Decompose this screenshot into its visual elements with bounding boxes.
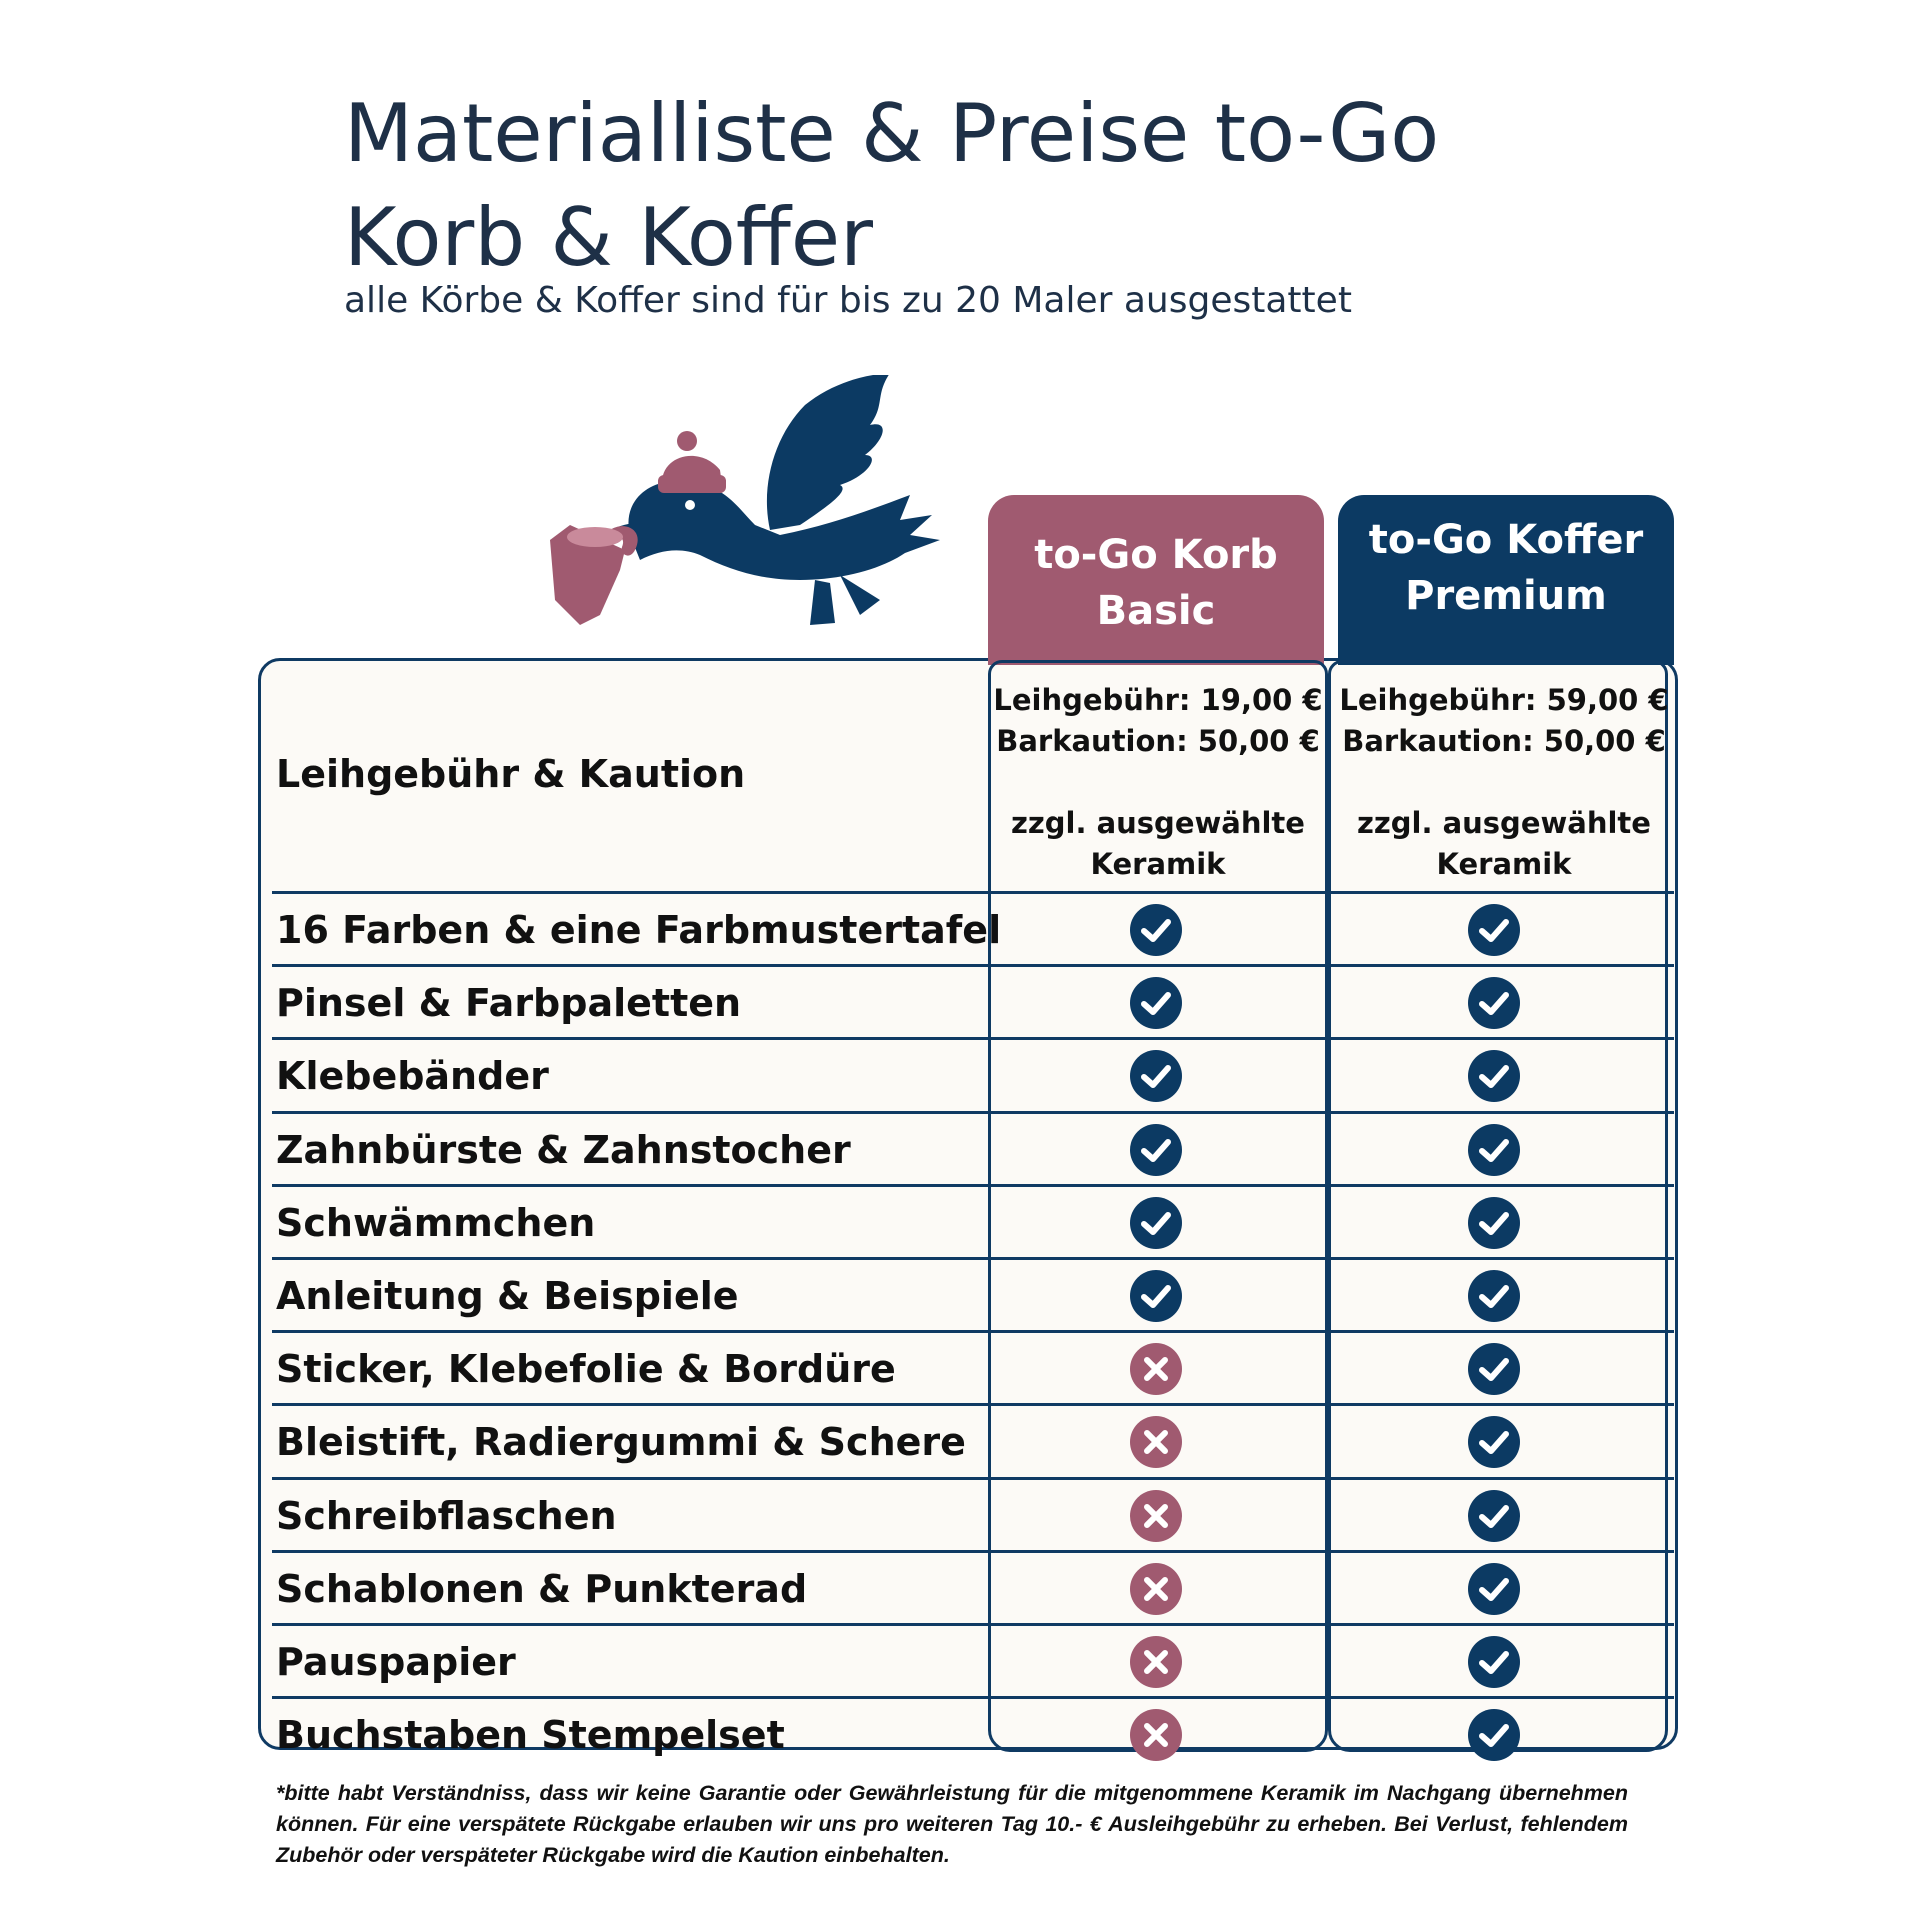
footnote: *bitte habt Verständniss, dass wir keine Garantie oder Gewährleistung für die mitgenommene Keramik im Nachgang übernehmen können. Für eine verspätete Rückgabe erlauben wir uns pro weiteren Tag 10.- € Ausleihgebühr zu erheben. Bei Verlust, fehlendem Zubehör oder verspäteter Rückgabe wird die Kaution einbehalten. bbox=[276, 1781, 1628, 1867]
title-line-2: Korb & Koffer bbox=[344, 191, 873, 284]
premium-deposit: Barkaution: 50,00 € bbox=[1342, 724, 1666, 758]
premium-extra-line1: zzgl. ausgewählte bbox=[1357, 806, 1651, 840]
check-icon bbox=[1129, 1123, 1183, 1177]
check-icon bbox=[1467, 1489, 1521, 1543]
mug bbox=[550, 525, 638, 625]
item-label: Anleitung & Beispiele bbox=[276, 1274, 739, 1318]
row-divider bbox=[272, 891, 1674, 894]
item-label: Klebebänder bbox=[276, 1054, 549, 1099]
cross-icon bbox=[1129, 1635, 1183, 1689]
row-divider bbox=[272, 1550, 1674, 1553]
item-label: Pauspapier bbox=[276, 1640, 516, 1684]
row-divider bbox=[272, 1623, 1674, 1626]
seagull-body bbox=[605, 375, 940, 625]
row-divider bbox=[272, 1111, 1674, 1114]
check-icon bbox=[1467, 1342, 1521, 1396]
check-icon bbox=[1467, 1123, 1521, 1177]
cross-icon bbox=[1129, 1708, 1183, 1762]
row-divider bbox=[272, 1403, 1674, 1406]
seagull-eye bbox=[685, 500, 695, 510]
item-label: 16 Farben & eine Farbmustertafel bbox=[276, 908, 1002, 952]
page-subtitle: alle Körbe & Koffer sind für bis zu 20 Maler ausgestattet bbox=[344, 280, 1352, 321]
item-label: Bleistift, Radiergummi & Schere bbox=[276, 1420, 966, 1465]
check-icon bbox=[1129, 1049, 1183, 1103]
page-title bbox=[344, 82, 1439, 290]
item-label: Schwämmchen bbox=[276, 1200, 596, 1245]
row-divider bbox=[272, 1330, 1674, 1333]
row-divider bbox=[272, 1257, 1674, 1260]
item-label: Pinsel & Farbpaletten bbox=[276, 981, 742, 1026]
column-header-premium-line1: to-Go Koffer bbox=[1368, 517, 1644, 563]
row-divider bbox=[272, 1037, 1674, 1040]
column-header-basic-line1: to-Go Korb bbox=[1034, 532, 1278, 578]
cross-icon bbox=[1129, 1489, 1183, 1543]
row-divider bbox=[272, 1477, 1674, 1480]
item-label: Schablonen & Punkterad bbox=[276, 1566, 808, 1611]
row-divider bbox=[272, 1696, 1674, 1699]
premium-fee: Leihgebühr: 59,00 € bbox=[1339, 683, 1669, 717]
column-header-premium-line2: Premium bbox=[1405, 573, 1607, 619]
item-label: Zahnbürste & Zahnstocher bbox=[276, 1127, 851, 1172]
price-block-basic bbox=[990, 680, 1326, 885]
check-icon bbox=[1467, 1708, 1521, 1762]
check-icon bbox=[1467, 976, 1521, 1030]
item-label: Sticker, Klebefolie & Bordüre bbox=[276, 1347, 896, 1392]
price-block-premium bbox=[1336, 680, 1672, 885]
basic-fee: Leihgebühr: 19,00 € bbox=[993, 683, 1323, 717]
fee-row-label: Leihgebühr & Kaution bbox=[276, 752, 746, 796]
basic-extra-line1: zzgl. ausgewählte bbox=[1011, 806, 1305, 840]
check-icon bbox=[1129, 903, 1183, 957]
check-icon bbox=[1467, 1562, 1521, 1616]
check-icon bbox=[1467, 1269, 1521, 1323]
check-icon bbox=[1129, 1269, 1183, 1323]
column-header-premium bbox=[1338, 495, 1674, 665]
item-label: Buchstaben Stempelset bbox=[276, 1713, 785, 1758]
basic-extra-line2: Keramik bbox=[1090, 847, 1226, 881]
basic-deposit: Barkaution: 50,00 € bbox=[996, 724, 1320, 758]
column-header-basic-line2: Basic bbox=[1096, 588, 1216, 634]
check-icon bbox=[1467, 1196, 1521, 1250]
cross-icon bbox=[1129, 1562, 1183, 1616]
item-label: Schreibflaschen bbox=[276, 1493, 617, 1538]
check-icon bbox=[1467, 1635, 1521, 1689]
check-icon bbox=[1467, 1415, 1521, 1469]
cross-icon bbox=[1129, 1415, 1183, 1469]
check-icon bbox=[1129, 976, 1183, 1030]
check-icon bbox=[1467, 903, 1521, 957]
title-line-1: Materialliste & Preise to-Go bbox=[344, 87, 1440, 180]
beanie-hat bbox=[658, 431, 726, 493]
premium-extra-line2: Keramik bbox=[1436, 847, 1572, 881]
check-icon bbox=[1129, 1196, 1183, 1250]
check-icon bbox=[1467, 1049, 1521, 1103]
seagull-mascot-illustration bbox=[540, 375, 980, 675]
row-divider bbox=[272, 1184, 1674, 1187]
column-header-basic bbox=[988, 495, 1324, 665]
row-divider bbox=[272, 964, 1674, 967]
cross-icon bbox=[1129, 1342, 1183, 1396]
